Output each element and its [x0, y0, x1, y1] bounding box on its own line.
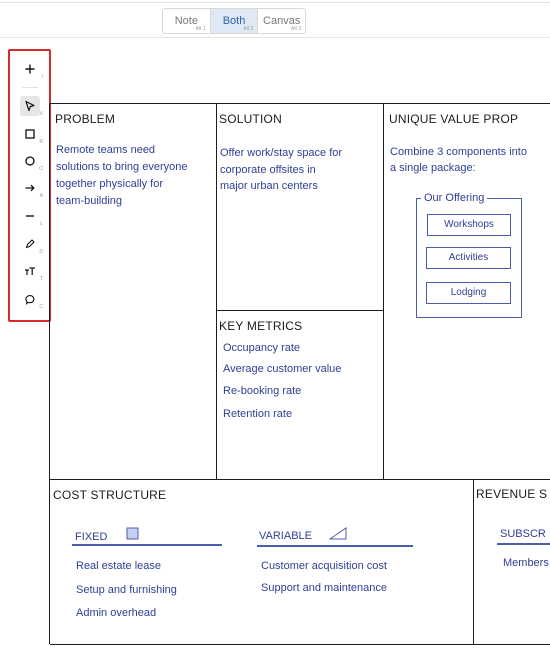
line-tool-key: L: [40, 221, 43, 227]
fixed-item: Admin overhead: [76, 607, 157, 619]
problem-heading: PROBLEM: [55, 112, 116, 126]
fixed-underline: [72, 544, 222, 546]
tab-canvas-label: Canvas: [263, 15, 301, 27]
solution-line: Offer work/stay space for: [220, 147, 343, 159]
arrow-tool-key: A: [39, 193, 43, 199]
problem-line: team-building: [56, 195, 123, 207]
revenue-underline: [497, 543, 550, 545]
variable-item: Support and maintenance: [261, 582, 387, 594]
uvp-heading: UNIQUE VALUE PROP: [389, 112, 519, 126]
variable-underline: [257, 545, 413, 547]
offering-item: Activities: [426, 247, 511, 269]
ellipse-tool-key: O: [39, 166, 43, 172]
solution-line: major urban centers: [220, 180, 318, 192]
tab-note-shortcut: Alt 1: [195, 26, 206, 32]
divider-cost-revenue: [473, 479, 474, 645]
fixed-item: Real estate lease: [76, 560, 161, 572]
tab-note-label: Note: [174, 15, 198, 27]
canvas-bottom-border: [50, 644, 550, 645]
problem-line: Remote teams need: [56, 144, 156, 156]
metric-item: Occupancy rate: [223, 342, 301, 354]
solution-line: corporate offsites in: [220, 164, 316, 176]
revenue-heading: REVENUE S: [476, 487, 548, 501]
tab-both-shortcut: Alt 2: [243, 26, 254, 32]
metric-item: Retention rate: [223, 408, 293, 420]
uvp-line: Combine 3 components into: [390, 146, 527, 158]
triangle-icon: [329, 527, 347, 540]
revenue-item: Members: [503, 557, 549, 569]
text-tool-key: T: [39, 276, 43, 282]
uvp-line: a single package:: [390, 162, 476, 174]
divider-bottom-row: [50, 479, 550, 480]
offering-item: Workshops: [427, 214, 511, 236]
square-icon: [126, 527, 139, 540]
divider-solution-uvp: [383, 103, 384, 479]
solution-heading: SOLUTION: [219, 112, 282, 126]
cost-structure-heading: COST STRUCTURE: [53, 488, 167, 502]
add-tool-key: /: [41, 74, 43, 80]
tab-canvas-shortcut: Alt 3: [291, 26, 302, 32]
offering-title: Our Offering: [421, 190, 487, 206]
variable-item: Customer acquisition cost: [261, 560, 387, 572]
offering-item: Lodging: [426, 282, 511, 304]
revenue-label: SUBSCR: [500, 528, 546, 540]
metric-item: Average customer value: [223, 363, 342, 375]
divider-problem-solution: [216, 103, 217, 479]
select-tool-key: V: [39, 111, 43, 117]
fixed-item: Setup and furnishing: [76, 584, 177, 596]
canvas-top-border: [50, 103, 550, 104]
tab-both-label: Both: [222, 15, 246, 27]
comment-tool-key: C: [39, 304, 43, 310]
metric-item: Re-booking rate: [223, 385, 302, 397]
rectangle-tool-key: R: [39, 139, 43, 145]
fixed-label: FIXED: [75, 531, 108, 543]
pencil-tool-key: D: [39, 249, 43, 255]
key-metrics-heading: KEY METRICS: [219, 319, 303, 333]
variable-label: VARIABLE: [259, 530, 312, 542]
divider-solution-metrics: [216, 310, 384, 311]
problem-line: together physically for: [56, 178, 163, 190]
canvas-left-border: [49, 103, 50, 644]
problem-line: solutions to bring everyone: [56, 161, 188, 173]
